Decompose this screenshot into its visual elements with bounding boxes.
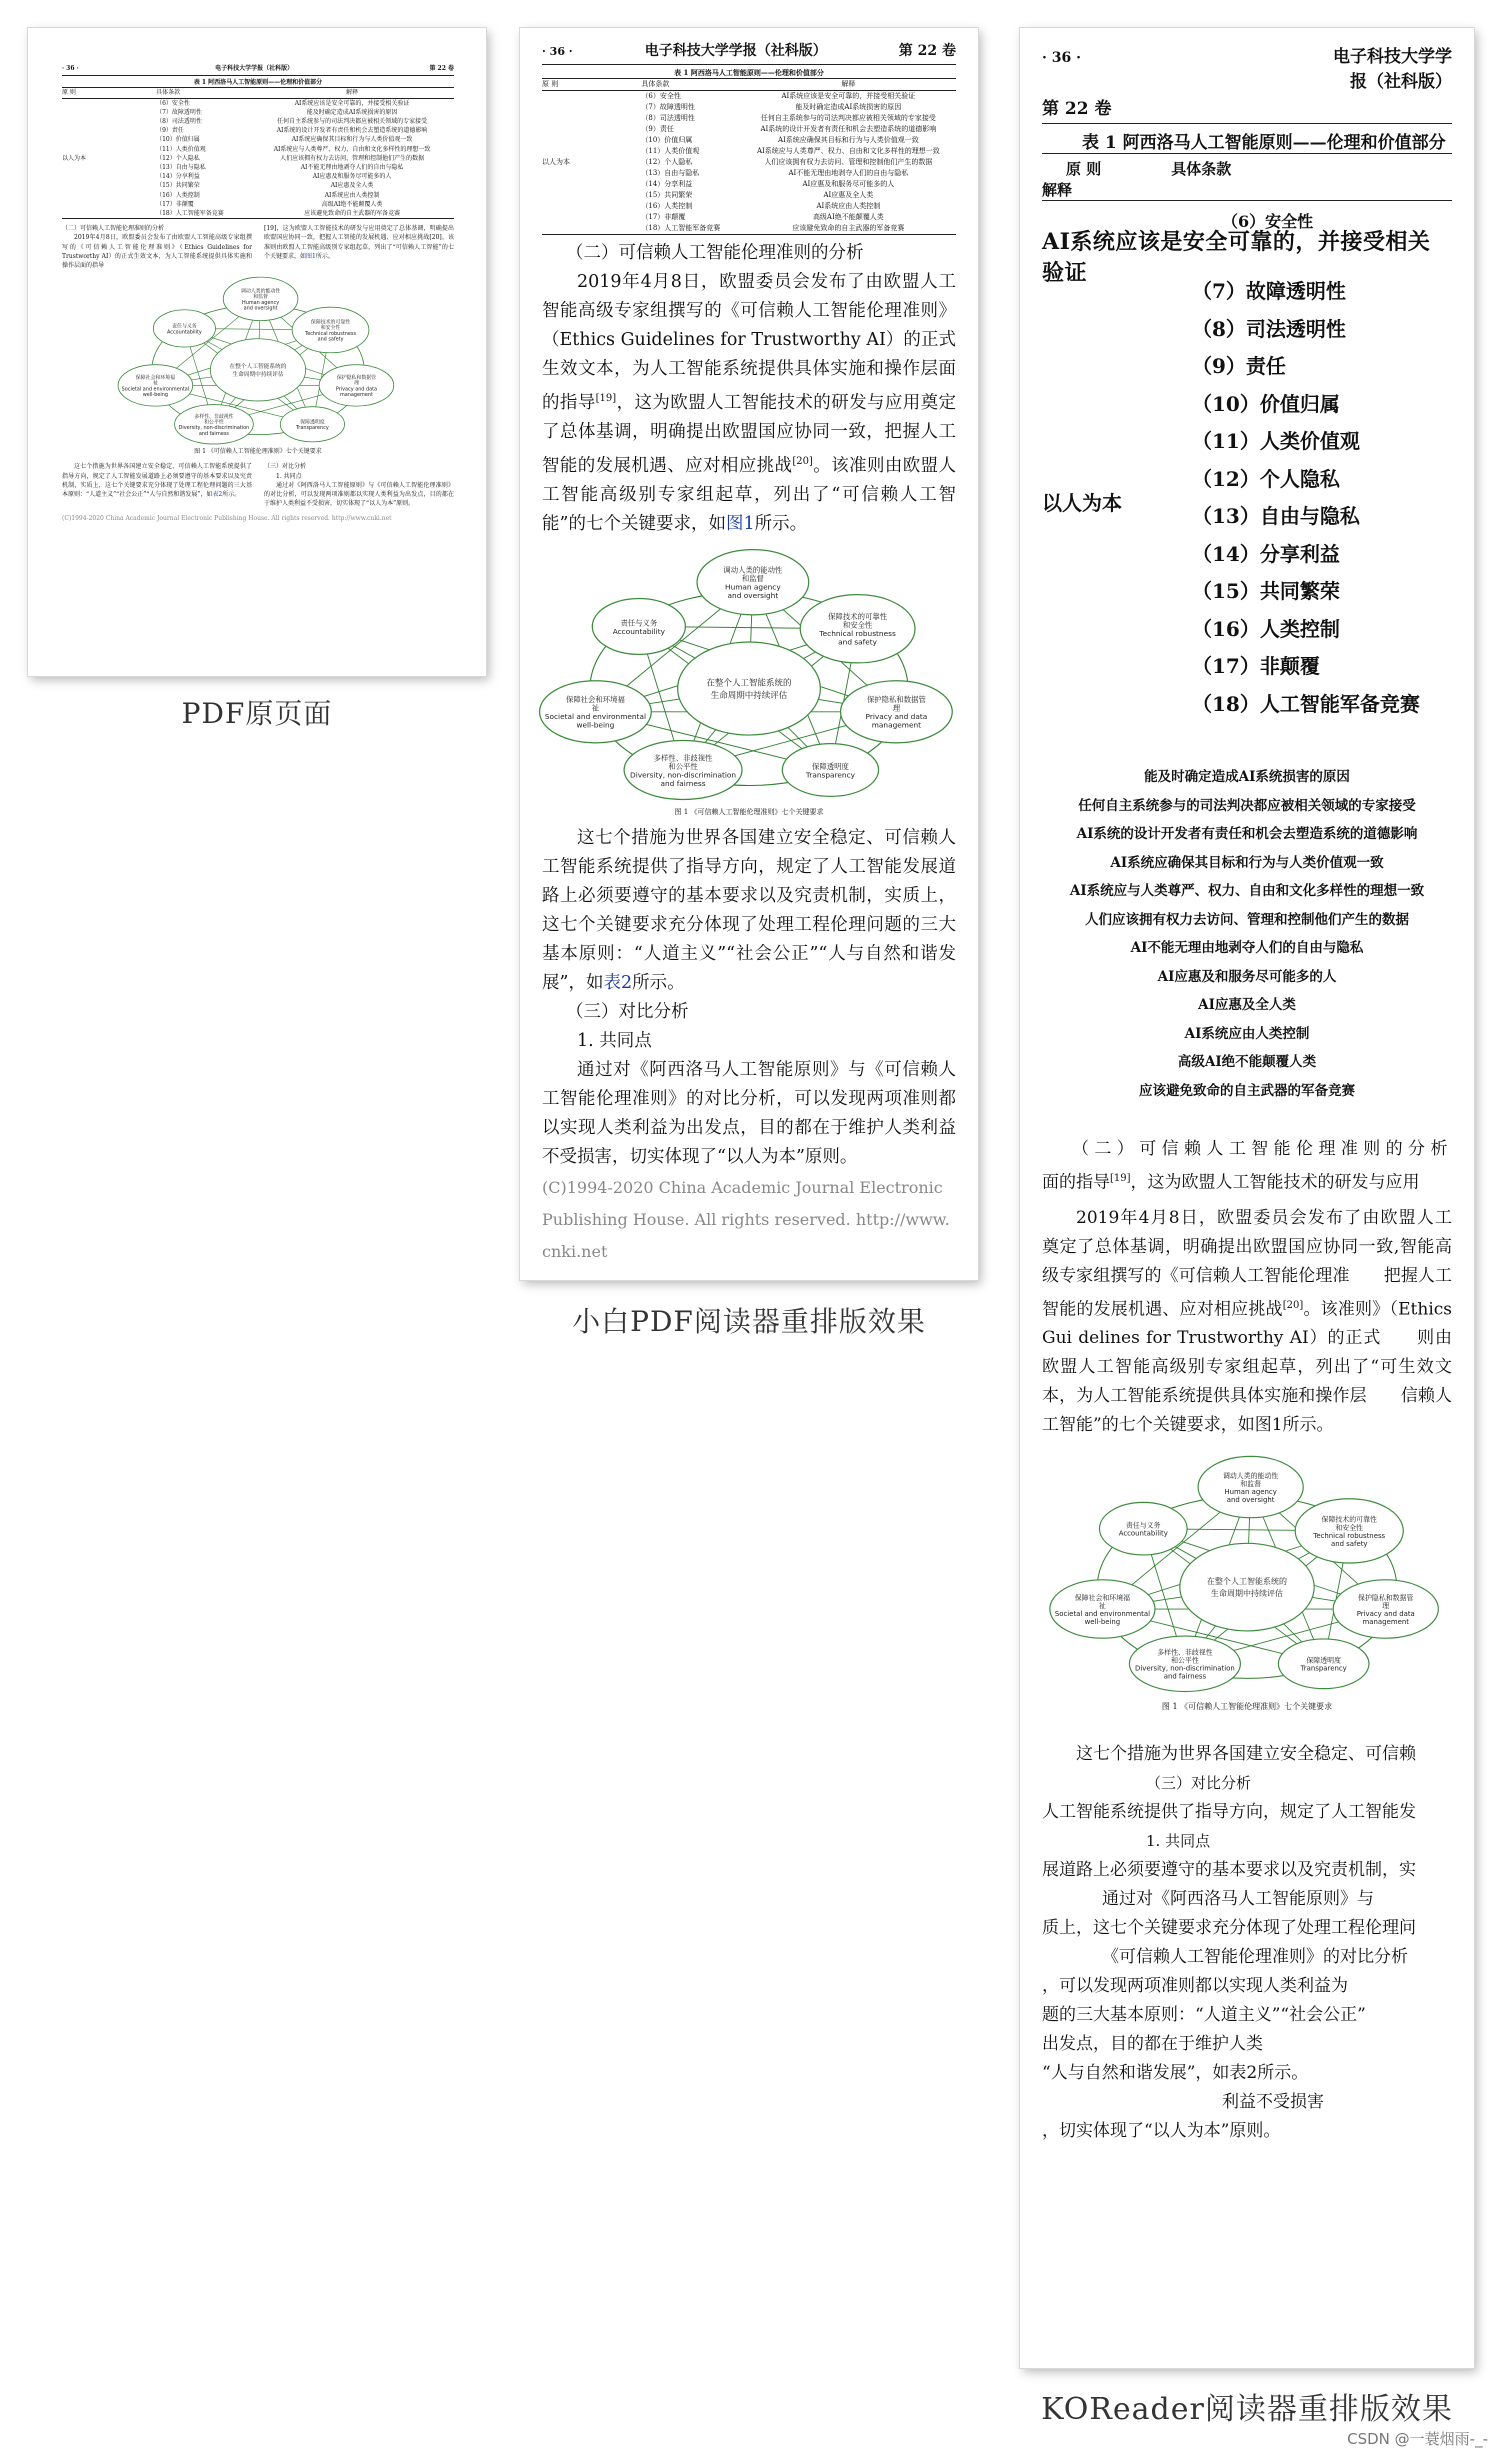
xb-sec2-para3: 。该准则由欧盟人工智能高级别专家组起草，列出了“可信赖人工智能”的七个关键要求，如 bbox=[542, 455, 957, 534]
ko-table-row-desc: AI系统的设计开发者有责任和机会去塑造系统的道德影响 bbox=[1076, 826, 1418, 842]
pdf-page-content bbox=[62, 64, 454, 524]
diagram-node-label: 保护隐私和数据管 bbox=[1358, 1594, 1414, 1603]
xb-table-row-item: （13）自由与隐私 bbox=[641, 169, 700, 177]
xb-table-row-desc: AI系统的设计开发者有责任和机会去塑造系统的道德影响 bbox=[760, 125, 937, 133]
ko-item-list bbox=[1192, 273, 1420, 723]
table-row-item: （14）分享利益 bbox=[156, 173, 200, 181]
table-row-item: （9）责任 bbox=[156, 127, 184, 135]
diagram-node-label: management bbox=[1362, 1618, 1409, 1627]
xb-table-row-item: （9）责任 bbox=[641, 125, 674, 133]
ko-seven-6: “人与自然和谐发展”，如表2所示。 bbox=[1042, 2063, 1309, 2084]
ko-table-row-desc: AI应惠及和服务尽可能多的人 bbox=[1157, 968, 1337, 985]
table-row-desc: AI应惠及全人类 bbox=[330, 182, 374, 190]
ko-table-head bbox=[1042, 158, 1452, 179]
diagram-node-label: 保障社会和环境福 bbox=[135, 375, 176, 382]
xb-table-link-tail: 所示。 bbox=[632, 972, 685, 993]
koreader-content bbox=[1042, 42, 1486, 2146]
ko-right-5: 利益不受损害 bbox=[1222, 2092, 1324, 2113]
table-row-item: （8）司法透明性 bbox=[156, 118, 202, 126]
sec3-sub: 1. 共同点 bbox=[276, 472, 302, 480]
diagram-node-label: and safety bbox=[838, 637, 878, 647]
caption-xiaobai: 小白PDF阅读器重排版效果 bbox=[572, 1305, 926, 1338]
ko-table-row-item: （16）人类控制 bbox=[1192, 616, 1340, 641]
table-body bbox=[62, 99, 454, 219]
koreader-reflow-page bbox=[1020, 28, 1486, 2368]
diagram-node-label: well-being bbox=[1084, 1618, 1121, 1627]
xb-ref19: [19] bbox=[595, 393, 617, 404]
diagram-node-label: 保障技术的可靠性 bbox=[310, 319, 351, 326]
xb-seven-para: 这七个措施为世界各国建立安全稳定、可信赖人工智能系统提供了指导方向，规定了人工智能发展道路上必须要遵守的基本要求以及究责机制，实质上，这七个关键要求充分体现了处理工程伦理问题的三大基本原则：“人道主义”“社会公正”“人与自然和谐发展”，如 bbox=[542, 827, 956, 993]
diagram-node-label: Technical robustness bbox=[819, 628, 896, 638]
diagram-center-label-1: 在整个人工智能系统的 bbox=[1206, 1577, 1288, 1587]
xb-col-explain: 解释 bbox=[841, 80, 856, 88]
table-row-item: （17）非颠覆 bbox=[156, 200, 194, 208]
ko-table-row-item: （18）人工智能军备竞赛 bbox=[1192, 691, 1420, 716]
ko-desc-list bbox=[1042, 763, 1452, 1105]
ko-table-row-item: （12）个人隐私 bbox=[1192, 466, 1340, 491]
xb-group-cell bbox=[542, 91, 641, 234]
diagram-node-label: 理 bbox=[892, 703, 901, 713]
caption-koreader: KOReader阅读器重排版效果 bbox=[1041, 2392, 1453, 2427]
diagram-node-label: Technical robustness bbox=[1313, 1532, 1386, 1541]
ko-table-row-desc: 高级AI绝不能颠覆人类 bbox=[1177, 1054, 1317, 1070]
diagram-node-label: well-being bbox=[142, 392, 169, 399]
ko-table-title: 表 1 阿西洛马人工智能原则——伦理和价值部分 bbox=[1082, 133, 1446, 153]
table-row-desc: AI不能无理由地剥夺人们的自由与隐私 bbox=[300, 164, 404, 172]
ko-right-4: 出发点，目的都在于维护人类 bbox=[1042, 2034, 1263, 2055]
xb-table-row-desc: 高级AI绝不能颠覆人类 bbox=[812, 213, 884, 221]
xb-figure-caption: 图 1 《可信赖人工智能伦理准则》七个关键要求 bbox=[674, 807, 824, 816]
desc-column bbox=[250, 99, 454, 219]
table-row-desc: AI系统应与人类尊严、权力、自由和文化多样性的理想一致 bbox=[273, 145, 431, 153]
diagram-center-label-2: 生命周期中持续评估 bbox=[232, 372, 284, 379]
xb-sec2-heading: （二）可信赖人工智能伦理准则的分析 bbox=[566, 243, 864, 263]
diagram-node-label: 保护隐私和数据管 bbox=[336, 375, 377, 382]
table-row-item: （10）价值归属 bbox=[156, 136, 200, 144]
ko-page-number: · 36 · bbox=[1042, 50, 1081, 66]
diagram-node-label: and fairness bbox=[198, 431, 229, 438]
ko-sec2-b: 面的指导 bbox=[1042, 1172, 1110, 1193]
table-link-tail: 所示。 bbox=[222, 491, 241, 499]
table-row-item: （16）人类控制 bbox=[156, 191, 200, 199]
diagram-node-label: Human agency bbox=[242, 300, 280, 307]
xb-body-2 bbox=[542, 824, 956, 1268]
principles-table bbox=[62, 88, 454, 97]
table-row-item: （13）自由与隐私 bbox=[156, 164, 206, 172]
diagram-node-label: 调动人类的能动性 bbox=[723, 565, 783, 575]
ref20: [20] bbox=[429, 234, 442, 242]
diagram-node-label: 保护隐私和数据管 bbox=[866, 694, 926, 704]
diagram-node-label: 调动人类的能动性 bbox=[1222, 1472, 1279, 1481]
table-row-item: （11）人类价值观 bbox=[156, 145, 206, 153]
xb-volume: 第 22 卷 bbox=[898, 43, 956, 59]
xb-copyright-3: cnki.net bbox=[542, 1241, 608, 1261]
ko-figure-caption: 图 1 《可信赖人工智能伦理准则》七个关键要求 bbox=[1161, 1702, 1333, 1712]
diagram-node-label: 保障透明度 bbox=[300, 419, 325, 426]
ko-table-row-item: （14）分享利益 bbox=[1192, 541, 1340, 566]
diagram-node-label: Societal and environmental bbox=[544, 711, 646, 721]
xb-sec3-sub: 1. 共同点 bbox=[577, 1030, 652, 1051]
diagram-node-label: 保障透明度 bbox=[1306, 1657, 1341, 1666]
diagram-node-label: 多样性、非歧视性 bbox=[653, 752, 713, 762]
sec2-para: 2019年4月8日，欧盟委员会发布了由欧盟人工智能高级专家组撰写的《可信赖人工智能伦理准则》（Ethics Guidelines for Trustworthy AI）的正式生效文本，为人工智能系统提供具体实施和操作层面的指导 bbox=[62, 234, 252, 270]
ko-ref20: [20] bbox=[1282, 1299, 1304, 1311]
ko-body-2 bbox=[1042, 1740, 1452, 2146]
xb-table-body bbox=[542, 91, 956, 234]
diagram-center-label-1: 在整个人工智能系统的 bbox=[229, 364, 287, 371]
group-cell bbox=[62, 99, 156, 219]
table-row-desc: 任何自主系统参与的司法判决都应被相关领域的专家接受 bbox=[277, 118, 428, 126]
diagram-node-label: management bbox=[871, 720, 922, 730]
ko-seven-2: 人工智能系统提供了指导方向，规定了人工智能发 bbox=[1042, 1802, 1416, 1823]
diagram-node-label: 和公平性 bbox=[204, 419, 224, 426]
table-row-desc: AI系统应确保其目标和行为与人类价值观一致 bbox=[291, 136, 413, 144]
diagram-node-label: 责任与义务 bbox=[620, 617, 658, 627]
ko-seven-3: 展道路上必须要遵守的基本要求以及究责机制，实 bbox=[1042, 1860, 1416, 1881]
figure-diagram-small bbox=[123, 274, 393, 445]
pdf-original-page bbox=[28, 28, 486, 676]
diagram-node-label: 和监督 bbox=[253, 294, 268, 301]
figure-link-tail: 所示。 bbox=[315, 252, 334, 260]
ko-table-row-desc: 能及时确定造成AI系统损害的原因 bbox=[1144, 769, 1350, 785]
ko-table-row-item: （10）价值归属 bbox=[1192, 391, 1340, 416]
diagram-node-label: 理 bbox=[1382, 1602, 1390, 1611]
caption-pdf: PDF原页面 bbox=[181, 697, 333, 730]
seven-para: 这七个措施为世界各国建立安全稳定、可信赖人工智能系统提供了指导方向，规定了人工智能发展道路上必须要遵守的基本要求以及究责机制，实质上，这七个关键要求充分体现了处理工程伦理问题的三大基本原则：“人道主义”“社会公正”“人与自然和谐发展”，如 bbox=[62, 463, 252, 499]
diagram-node-label: Transparency bbox=[296, 425, 329, 432]
diagram-node-label: Societal and environmental bbox=[121, 386, 190, 393]
ko-table-row-item: （17）非颠覆 bbox=[1192, 654, 1320, 678]
xb-copyright-1: (C)1994-2020 China Academic Journal Electronic bbox=[542, 1177, 943, 1197]
xb-table-row-item: （18）人工智能军备竞赛 bbox=[641, 224, 721, 232]
diagram-node-label: 责任与义务 bbox=[1125, 1521, 1161, 1530]
xb-table-link[interactable]: 表2 bbox=[603, 972, 633, 993]
xb-table-row-desc: 人们应该拥有权力去访问、管理和控制他们产生的数据 bbox=[764, 158, 933, 166]
diagram-node-label: 多样性、非歧视性 bbox=[1157, 1648, 1213, 1657]
diagram-node-label: Privacy and data bbox=[335, 386, 378, 393]
diagram-center-node bbox=[210, 339, 305, 401]
ko-table-row-item: （7）故障透明性 bbox=[1192, 279, 1346, 303]
diagram-node-label: 祉 bbox=[591, 703, 600, 713]
col-principle: 原 则 bbox=[62, 89, 76, 97]
ko-item-6: （6）安全性 bbox=[1222, 212, 1314, 231]
ko-seven-1: 这七个措施为世界各国建立安全稳定、可信赖 bbox=[1076, 1744, 1416, 1765]
csdn-watermark: CSDN @一蓑烟雨-_- bbox=[1347, 2430, 1488, 2448]
xiaobai-reflow-page bbox=[520, 28, 978, 1280]
xb-table-row-desc: 应该避免致命的自主武器的军备竞赛 bbox=[792, 224, 905, 232]
figure-link[interactable]: 图1 bbox=[306, 252, 316, 260]
page-number: · 36 · bbox=[62, 65, 79, 72]
diagram-node-label: 保障社会和环境福 bbox=[565, 694, 625, 704]
diagram-node-label: and oversight bbox=[727, 590, 779, 600]
diagram-node-label: 和安全性 bbox=[842, 620, 873, 630]
xb-body-1 bbox=[542, 239, 956, 539]
ko-body bbox=[1042, 1135, 1486, 1440]
ko-sec2-heading: （ 二 ） 可 信 赖 人 工 智 能 伦 理 准 则 的 分 析 bbox=[1072, 1139, 1448, 1159]
ko-table-row-desc: AI应惠及全人类 bbox=[1198, 997, 1296, 1013]
figure-diagram-ko bbox=[1054, 1452, 1437, 1693]
xb-table-row-desc: AI系统应该是安全可靠的，并接受相关验证 bbox=[781, 92, 916, 100]
ko-right-1: 通过对《阿西洛马人工智能原则》与 bbox=[1102, 1889, 1374, 1910]
diagram-node-label: 调动人类的能动性 bbox=[240, 288, 281, 295]
copyright-line: (C)1994-2020 China Academic Journal Electronic Publishing House. All rights reserved. http://www.cnki.net bbox=[62, 515, 392, 523]
table-row-item: （12）个人隐私 bbox=[156, 154, 200, 162]
diagram-node-label: 理 bbox=[354, 380, 359, 387]
diagram-node-label: 和公平性 bbox=[1171, 1657, 1199, 1666]
table-row-desc: 高级AI绝不能颠覆人类 bbox=[321, 200, 383, 208]
diagram-node-label: 责任与义务 bbox=[172, 323, 197, 330]
xb-figure-link[interactable]: 图1 bbox=[725, 513, 755, 534]
ko-table-row-item: （13）自由与隐私 bbox=[1192, 504, 1360, 528]
ko-table-row-item: （11）人类价值观 bbox=[1192, 429, 1360, 453]
diagram-node-label: 和安全性 bbox=[320, 325, 341, 332]
sec2-para2: ，这为欧盟人工智能技术的研发与应用奠定了总体基调，明确提出欧盟国应协同一致，把握人工智能的发展机遇、应对相应挑战 bbox=[264, 225, 454, 242]
diagram-center-node bbox=[1180, 1544, 1314, 1632]
xb-sec2-para: 2019年4月8日，欧盟委员会发布了由欧盟人工智能高级专家组撰写的《可信赖人工智能伦理准则》（Ethics Guidelines for Trustworthy AI）的正式生效文本，为人工智能系统提供具体实施和操作层面的指导 bbox=[542, 272, 956, 413]
pdf-col-left bbox=[62, 224, 252, 270]
xb-sec3-heading: （三）对比分析 bbox=[566, 1001, 689, 1022]
table-row-desc: 能及时确定造成AI系统损害的原因 bbox=[306, 108, 398, 116]
ko-sec3-sub: 1. 共同点 bbox=[1146, 1832, 1211, 1851]
xb-table-row-item: （10）价值归属 bbox=[641, 136, 693, 144]
diagram-node-label: 多样性、非歧视性 bbox=[194, 414, 234, 421]
xb-col-principle: 原 则 bbox=[542, 80, 559, 88]
diagram-node-label: and fairness bbox=[1163, 1673, 1207, 1682]
xb-col-item: 具体条款 bbox=[641, 80, 670, 88]
figure-diagram-medium bbox=[544, 545, 951, 801]
diagram-node-label: Societal and environmental bbox=[1054, 1610, 1150, 1619]
diagram-node-label: and oversight bbox=[243, 305, 278, 312]
diagram-center-label-2: 生命周期中持续评估 bbox=[1210, 1589, 1284, 1599]
diagram-center-node bbox=[678, 642, 821, 735]
diagram-node-label: 和公平性 bbox=[668, 761, 698, 771]
xb-table-row-item: （11）人类价值观 bbox=[641, 147, 700, 155]
col-explain: 解释 bbox=[346, 89, 359, 97]
ko-right-3: ，可以发现两项准则都以实现人类利益为 bbox=[1042, 1976, 1348, 1997]
diagram-node-label: Transparency bbox=[805, 769, 856, 779]
pdf-two-col-bottom bbox=[62, 462, 454, 508]
table-row-desc: AI系统应由人类控制 bbox=[324, 191, 380, 199]
item-column bbox=[156, 99, 250, 219]
diagram-node-label: 保障技术的可靠性 bbox=[1321, 1516, 1377, 1525]
volume: 第 22 卷 bbox=[429, 65, 454, 72]
ko-volume: 第 22 卷 bbox=[1042, 99, 1112, 119]
diagram-node-label: 祉 bbox=[1098, 1602, 1106, 1611]
ko-seven-4: 质上，这七个关键要求充分体现了处理工程伦理问 bbox=[1042, 1918, 1416, 1939]
diagram-node-label: 和安全性 bbox=[1335, 1524, 1364, 1533]
xb-table-row-desc: AI系统应确保其目标和行为与人类价值观一致 bbox=[777, 136, 919, 144]
xb-desc-column bbox=[741, 91, 956, 234]
diagram-node-label: Privacy and data bbox=[1356, 1610, 1415, 1619]
diagram-node-label: 祉 bbox=[152, 380, 158, 387]
diagram-node-label: 保障技术的可靠性 bbox=[828, 611, 888, 621]
diagram-node-label: Diversity, non-discrimination bbox=[630, 769, 737, 779]
table-row-item: （7）故障透明性 bbox=[156, 108, 202, 116]
diagram-node-label: and fairness bbox=[660, 778, 706, 788]
pdf-col-right bbox=[264, 224, 454, 270]
xb-table-row-item: （7）故障透明性 bbox=[641, 103, 695, 111]
sec2-para3: 。该准则由欧盟人工智能高级别专家组起草，列出了“可信赖人工智能”的七个关键要求，如 bbox=[264, 234, 454, 260]
xb-table-row-desc: 任何自主系统参与的司法判决都应被相关领域的专家接受 bbox=[760, 114, 936, 122]
journal-name: 电子科技大学学报（社科版） bbox=[215, 65, 294, 72]
table-row-desc: AI应惠及和服务尽可能多的人 bbox=[312, 173, 392, 181]
col-item: 具体条款 bbox=[156, 89, 181, 97]
diagram-node-label: Diversity, non-discrimination bbox=[1135, 1665, 1235, 1674]
pdf-two-col-top bbox=[62, 224, 454, 270]
diagram-node-label: 保障社会和环境福 bbox=[1074, 1594, 1131, 1603]
xb-sec2-para2: ，这为欧盟人工智能技术的研发与应用奠定了总体基调，明确提出欧盟国应协同一致，把握人工智能的发展机遇、应对相应挑战 bbox=[542, 392, 956, 476]
ko-col-item: 具体条款 bbox=[1171, 160, 1232, 178]
xb-table-title: 表 1 阿西洛马人工智能原则——伦理和价值部分 bbox=[674, 68, 824, 77]
ko-table-row-item: （15）共同繁荣 bbox=[1192, 579, 1340, 603]
ko-col-explain: 解释 bbox=[1042, 181, 1073, 199]
xb-group-label: 以人为本 bbox=[542, 158, 570, 166]
ko-col-principle: 原 则 bbox=[1066, 160, 1102, 178]
table-title: 表 1 阿西洛马人工智能原则——伦理和价值部分 bbox=[193, 79, 323, 87]
diagram-node-label: Privacy and data bbox=[865, 711, 928, 721]
sec3-para: 通过对《阿西洛马人工智能原则》与《可信赖人工智能伦理准则》的对比分析，可以发现两项准则都以实现人类利益为出发点，目的都在于维护人类利益不受损害，切实体现了“以人为本”原则。 bbox=[264, 481, 454, 508]
xb-table-row-item: （16）人类控制 bbox=[641, 202, 693, 210]
xb-table-row-item: （17）非颠覆 bbox=[641, 213, 686, 221]
diagram-node-label: Accountability bbox=[1118, 1529, 1168, 1538]
xb-table-row-desc: AI应惠及全人类 bbox=[823, 191, 874, 199]
ko-journal-name: 电子科技大学学报（社科版） bbox=[1333, 47, 1452, 92]
sec2-heading: （二）可信赖人工智能伦理准则的分析 bbox=[62, 225, 165, 233]
table-row-desc: AI系统应该是安全可靠的，并接受相关验证 bbox=[294, 99, 410, 107]
diagram-node-label: Accountability bbox=[166, 329, 202, 336]
diagram-node-label: well-being bbox=[576, 720, 615, 730]
xb-figure-link-tail: 所示。 bbox=[754, 513, 808, 534]
ko-sec2-c: ，这为欧盟人工智能技术的研发与应用 bbox=[1130, 1172, 1420, 1193]
ko-ref19: [19] bbox=[1110, 1173, 1131, 1184]
ko-p1: 2019年4月8日，欧盟委员会发布了由欧盟人工 奠定了总体基调，明确提出欧盟国应协同一致,智能高级专家组撰写的《可信赖人工智能伦理准 把握人工智能的发展机遇、应对相应挑战 bbox=[1042, 1207, 1486, 1320]
sec3-heading: （三）对比分析 bbox=[264, 463, 307, 471]
ko-right-2: 《可信赖人工智能伦理准则》的对比分析 bbox=[1102, 1947, 1408, 1968]
xb-table-row-desc: AI系统应由人类控制 bbox=[816, 202, 881, 210]
ko-table-row-desc: AI系统应确保其目标和行为与人类价值观一致 bbox=[1110, 854, 1384, 871]
xb-table-row-desc: AI系统应与人类尊严、权力、自由和文化多样性的理想一致 bbox=[756, 147, 940, 155]
diagram-node-label: Technical robustness bbox=[305, 331, 357, 338]
xb-item-column bbox=[641, 91, 740, 234]
diagram-node-label: management bbox=[340, 392, 373, 399]
ko-header bbox=[1042, 42, 1452, 92]
xb-table-row-item: （12）个人隐私 bbox=[641, 158, 693, 166]
ko-table-body bbox=[1042, 209, 1452, 729]
xb-table-row-desc: 能及时确定造成AI系统损害的原因 bbox=[795, 103, 902, 111]
xb-page-number: · 36 · bbox=[542, 45, 573, 58]
ko-table-row-desc: AI系统应由人类控制 bbox=[1184, 1025, 1310, 1042]
pdf-col-left-2 bbox=[62, 462, 252, 508]
ko-table-row-desc: 人们应该拥有权力去访问、管理和控制他们产生的数据 bbox=[1085, 911, 1409, 928]
ko-table-row-desc: AI系统应与人类尊严、权力、自由和文化多样性的理想一致 bbox=[1069, 883, 1425, 899]
pdf-header bbox=[62, 64, 454, 73]
diagram-center-label-1: 在整个人工智能系统的 bbox=[706, 678, 792, 689]
table-row-desc: AI系统的设计开发者有责任和机会去塑造系统的道德影响 bbox=[276, 127, 428, 135]
diagram-node-label: 和监督 bbox=[1240, 1480, 1262, 1489]
xb-table-row-item: （6）安全性 bbox=[641, 92, 681, 100]
ko-p1b: 。该准则》（Ethics Gui delines for Trustworthy AI）的正式 则由欧盟人工智能高级别专家组起草，列出了“可生效文本，为人工智能系统提供具体实施和操作层 信赖人工智能”的七个关键要求，如图1所示。 bbox=[1042, 1299, 1453, 1436]
figure-caption: 图 1 《可信赖人工智能伦理准则》七个关键要求 bbox=[194, 448, 322, 456]
group-label: 以人为本 bbox=[62, 154, 87, 162]
xiaobai-content bbox=[542, 40, 956, 1268]
ko-desc-6: AI系统应该是安全可靠的，并接受相关验证 bbox=[1042, 229, 1431, 286]
table-row-item: （18）人工智能军备竞赛 bbox=[156, 210, 224, 218]
ko-end: ，切实体现了“以人为本”原则。 bbox=[1042, 2121, 1281, 2142]
xb-copyright-2: Publishing House. All rights reserved. http://www. bbox=[542, 1209, 950, 1229]
xb-sec3-para: 通过对《阿西洛马人工智能原则》与《可信赖人工智能伦理准则》的对比分析，可以发现两项准则都以实现人类利益为出发点，目的都在于维护人类利益不受损害，切实体现了“以人为本”原则。 bbox=[542, 1059, 956, 1167]
diagram-center-label-2: 生命周期中持续评估 bbox=[710, 690, 788, 701]
ko-table-row-desc: 应该避免致命的自主武器的军备竞赛 bbox=[1139, 1082, 1355, 1099]
diagram-node-label: Diversity, non-discrimination bbox=[178, 425, 250, 432]
diagram-node-label: Human agency bbox=[725, 582, 781, 592]
ko-table-row-desc: 任何自主系统参与的司法判决都应被相关领域的专家接受 bbox=[1078, 797, 1416, 814]
diagram-node-label: Human agency bbox=[1224, 1488, 1277, 1497]
xb-table-row-desc: AI应惠及和服务尽可能多的人 bbox=[802, 180, 895, 188]
diagram-node-label: 保障透明度 bbox=[812, 761, 849, 771]
table-link[interactable]: 表2 bbox=[212, 491, 223, 499]
diagram-node-label: 和监督 bbox=[741, 573, 764, 583]
xb-header bbox=[542, 40, 956, 60]
xb-table-row-item: （15）共同繁荣 bbox=[641, 191, 693, 199]
diagram-node-label: and oversight bbox=[1226, 1496, 1275, 1505]
xb-principles-table bbox=[542, 79, 956, 90]
diagram-node-label: Transparency bbox=[1300, 1665, 1347, 1674]
table-row-item: （15）共同繁荣 bbox=[156, 182, 200, 190]
ko-sec3-heading: （三）对比分析 bbox=[1146, 1774, 1252, 1793]
diagram-node-label: Accountability bbox=[612, 626, 665, 636]
xb-table-row-item: （14）分享利益 bbox=[641, 180, 693, 188]
ko-table-row-item: （9）责任 bbox=[1192, 354, 1286, 378]
ref19: [19] bbox=[264, 225, 277, 233]
xb-journal-name: 电子科技大学学报（社科版） bbox=[644, 43, 827, 59]
xb-ref20: [20] bbox=[792, 455, 813, 467]
table-row-desc: 人们应该拥有权力去访问、管理和控制他们产生的数据 bbox=[280, 154, 425, 162]
ko-table-row-item: （8）司法透明性 bbox=[1192, 316, 1346, 341]
ko-table-row-desc: AI不能无理由地剥夺人们的自由与隐私 bbox=[1130, 940, 1364, 956]
table-row-item: （6）安全性 bbox=[156, 99, 190, 107]
table-row-desc: 应该避免致命的自主武器的军备竞赛 bbox=[304, 210, 401, 218]
ko-seven-5: 题的三大基本原则：“人道主义”“社会公正” bbox=[1042, 2005, 1366, 2026]
xb-table-row-item: （8）司法透明性 bbox=[641, 114, 695, 122]
xb-table-row-desc: AI不能无理由地剥夺人们的自由与隐私 bbox=[788, 169, 909, 177]
diagram-node-label: and safety bbox=[317, 336, 344, 343]
pdf-col-right-2 bbox=[264, 462, 454, 508]
ko-group-label: 以人为本 bbox=[1042, 491, 1122, 515]
diagram-node-label: and safety bbox=[1330, 1540, 1368, 1549]
